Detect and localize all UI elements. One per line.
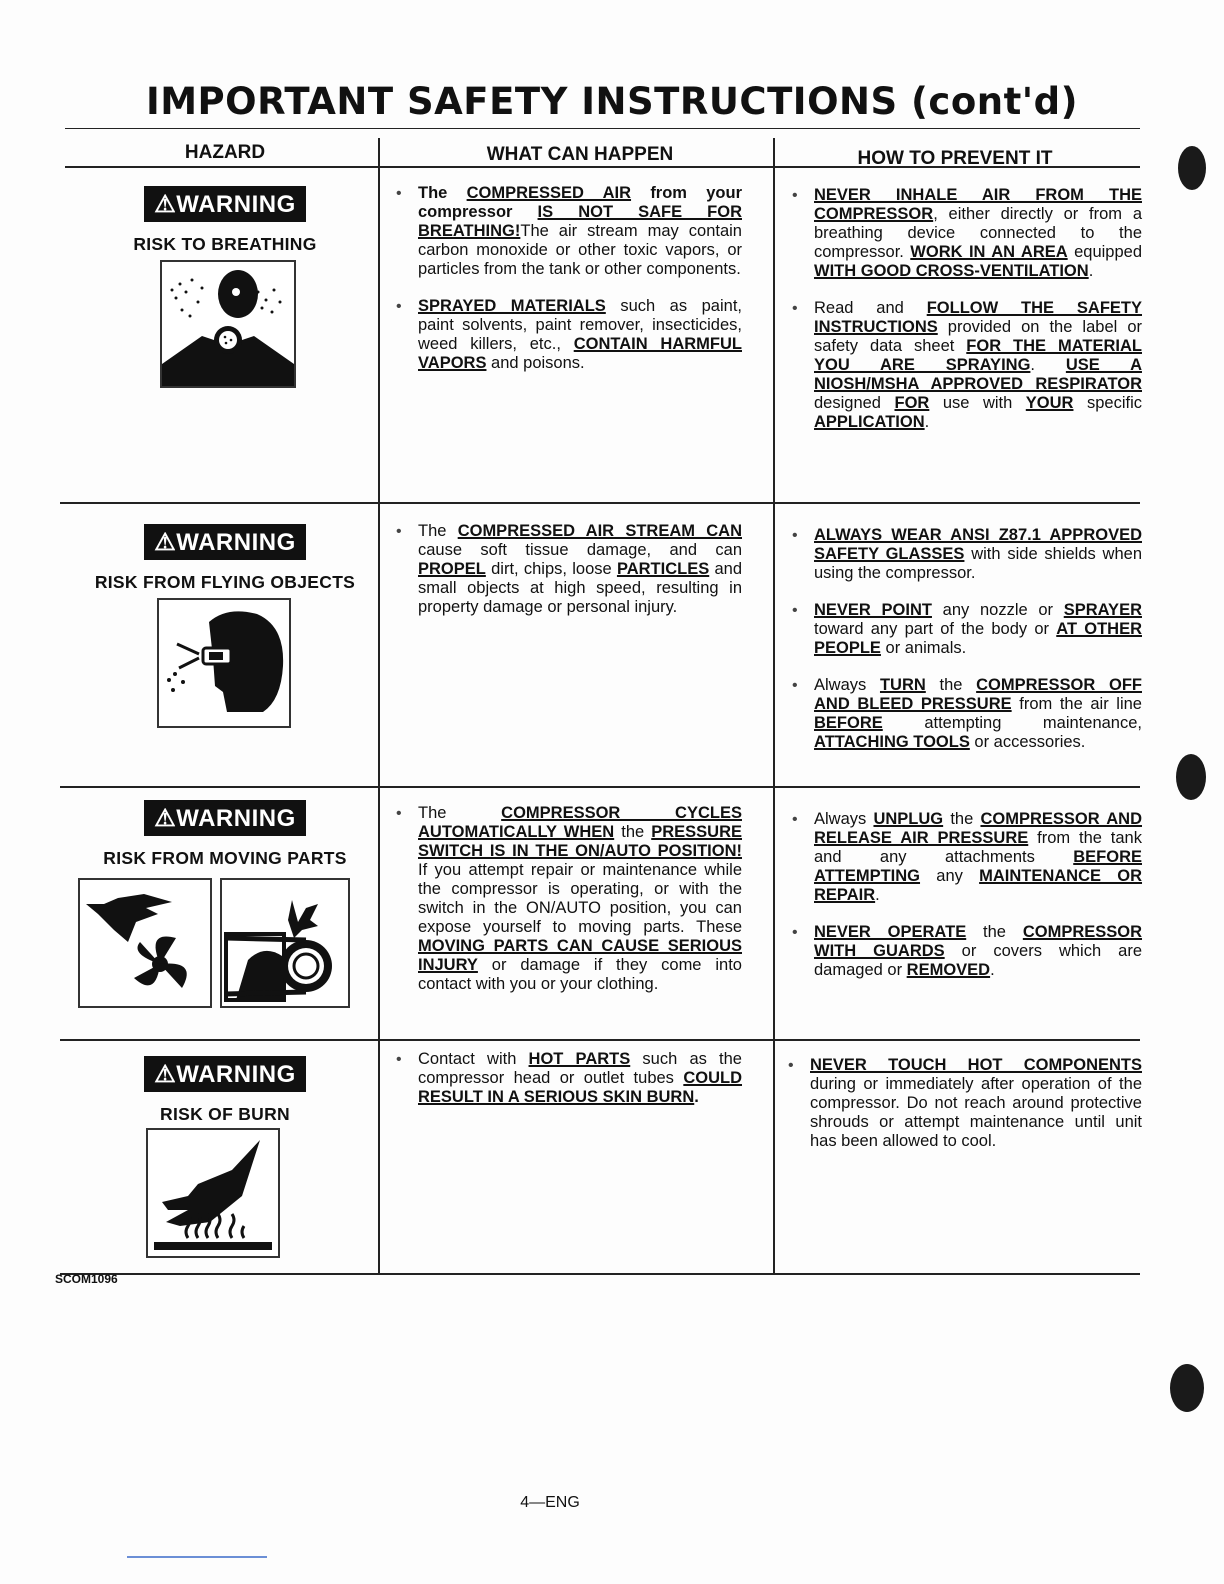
text-run: or damage if they come into contact with you or your clothing. xyxy=(418,956,742,993)
fan-hand-icon xyxy=(78,878,212,1008)
text-run: FOR xyxy=(894,394,930,412)
warning-badge: ⚠WARNING xyxy=(144,524,306,560)
text-run: BEFORE ATTEMPTING xyxy=(814,848,1142,885)
prevention-list xyxy=(786,810,1142,980)
text-run: AT OTHER PEOPLE xyxy=(814,620,1142,657)
text-run: COMPRESSOR OFF AND BLEED PRESSURE xyxy=(814,676,1142,713)
how-to-prevent-breathing xyxy=(786,186,1142,450)
text-run: . xyxy=(875,886,880,904)
text-run: APPLICATION xyxy=(814,413,925,431)
text-run: COMPRESSOR CYCLES AUTOMATICALLY WHEN xyxy=(418,804,742,841)
hot-surface-icon xyxy=(146,1128,280,1258)
text-run: from the tank and any attachments xyxy=(814,829,1142,866)
bullet-item xyxy=(390,184,742,279)
text-run: during or immediately after operation of the compressor. Do not reach around protective shrouds or attempt maintenance until unit has been allowed to cool. xyxy=(810,1075,1142,1150)
text-run: the xyxy=(614,823,652,841)
text-run: equipped xyxy=(1067,243,1142,261)
text-run: NEVER TOUCH HOT COMPONENTS xyxy=(810,1056,1142,1074)
text-run: . xyxy=(990,961,995,979)
text-run: COMPRESSED AIR xyxy=(466,184,632,202)
row-rule-2 xyxy=(60,786,1140,788)
text-run: REMOVED xyxy=(906,961,991,979)
hazard-description-list xyxy=(390,184,742,373)
text-run: from your compressor xyxy=(418,184,743,221)
text-run: Contact with xyxy=(418,1050,529,1068)
column-header-what-can-happen: WHAT CAN HAPPEN xyxy=(486,144,674,165)
text-run: specific xyxy=(1073,394,1142,412)
text-run: with side shields when using the compressor. xyxy=(814,545,1142,582)
prevention-list xyxy=(786,526,1142,752)
hazard-flying-objects xyxy=(90,524,360,593)
text-run: attempting maintenance, xyxy=(882,714,1142,732)
text-run: or covers which are damaged or xyxy=(814,942,1142,979)
text-run: such as paint, paint solvents, paint remover, insecticides, weed killers, etc., xyxy=(418,297,742,353)
what-can-happen-flying-objects xyxy=(390,522,742,635)
text-run: PROPEL xyxy=(418,560,486,578)
safety-glasses-icon xyxy=(157,598,291,728)
text-run: SPRAYER xyxy=(1063,601,1142,619)
text-run: any nozzle or xyxy=(931,601,1064,619)
text-run: YOUR xyxy=(1025,394,1074,412)
warning-badge: ⚠WARNING xyxy=(144,1056,306,1092)
text-run: The xyxy=(418,804,502,822)
column-rule-1 xyxy=(378,138,380,1273)
column-header-hazard: HAZARD xyxy=(184,142,266,163)
text-run: designed xyxy=(814,394,895,412)
hazard-burn xyxy=(90,1056,360,1125)
text-run: BEFORE xyxy=(814,714,883,732)
hazard-moving-parts xyxy=(80,800,370,869)
text-run: or accessories. xyxy=(969,733,1086,751)
text-run: NEVER POINT xyxy=(814,601,932,619)
punch-hole xyxy=(1170,1364,1204,1412)
hazard-description-list xyxy=(390,1050,742,1107)
text-run: MAINTENANCE OR REPAIR xyxy=(814,867,1143,904)
text-run: COMPRESSOR WITH GUARDS xyxy=(814,923,1143,960)
text-run: COULD RESULT IN A SERIOUS SKIN BURN xyxy=(418,1069,742,1106)
document-code: SCOM1096 xyxy=(55,1272,118,1286)
belt-hand-icon xyxy=(220,878,350,1008)
text-run: Always xyxy=(814,676,880,694)
page-title: IMPORTANT SAFETY INSTRUCTIONS (cont'd) xyxy=(145,80,1079,123)
safety-table xyxy=(60,128,1143,1278)
bullet-item xyxy=(390,522,742,617)
text-run: ATTACHING TOOLS xyxy=(814,733,970,751)
column-rule-2 xyxy=(773,138,775,1273)
risk-label: RISK OF BURN xyxy=(160,1104,290,1124)
text-run: PRESSURE SWITCH IS IN THE ON/AUTO POSITION! xyxy=(418,823,742,860)
text-run: WORK IN AN AREA xyxy=(910,243,1068,261)
what-can-happen-moving-parts xyxy=(390,804,742,1012)
hazard-breathing xyxy=(90,186,360,255)
page-number: 4—ENG xyxy=(520,1494,580,1511)
prevention-list xyxy=(786,186,1142,432)
row-rule-4 xyxy=(60,1273,1140,1275)
text-run: PARTICLES xyxy=(616,560,710,578)
what-can-happen-breathing xyxy=(390,184,742,391)
text-run: NEVER INHALE AIR FROM THE COMPRESSOR xyxy=(814,186,1142,223)
text-run: and small objects at high speed, resulting in property damage or personal injury. xyxy=(418,560,743,616)
text-run: Read and xyxy=(814,299,927,317)
text-run: WITH GOOD CROSS-VENTILATION xyxy=(814,262,1089,280)
text-run: FOR THE MATERIAL YOU ARE SPRAYING xyxy=(814,337,1142,374)
text-run: FOLLOW THE SAFETY INSTRUCTIONS xyxy=(814,299,1142,336)
text-run: CONTAIN HARMFUL VAPORS xyxy=(418,335,742,372)
text-run: from the air line xyxy=(1011,695,1142,713)
text-run: SPRAYED MATERIALS xyxy=(418,297,606,315)
bullet-item xyxy=(786,676,1142,752)
warning-badge: ⚠WARNING xyxy=(144,800,306,836)
bullet-item xyxy=(390,1050,742,1107)
punch-hole xyxy=(1178,146,1206,190)
text-run: Always xyxy=(814,810,874,828)
text-run: The xyxy=(418,184,467,202)
respirator-icon xyxy=(160,260,296,388)
text-run: dirt, chips, loose xyxy=(485,560,617,578)
what-can-happen-burn xyxy=(390,1050,742,1125)
bullet-item xyxy=(786,601,1142,658)
text-run: UNPLUG xyxy=(873,810,944,828)
text-run: . xyxy=(1088,262,1094,280)
text-run: IS NOT SAFE FOR BREATHING! xyxy=(418,203,742,240)
bullet-item xyxy=(786,923,1142,980)
text-run: . xyxy=(924,413,930,431)
bullet-item xyxy=(782,1056,1142,1151)
risk-label: RISK FROM MOVING PARTS xyxy=(103,848,347,868)
warning-badge: ⚠WARNING xyxy=(144,186,306,222)
text-run: . xyxy=(694,1088,699,1106)
text-run: The xyxy=(418,522,458,540)
text-run: , either directly or from a breathing device connected to the compressor. xyxy=(814,205,1142,261)
text-run: or animals. xyxy=(880,639,967,657)
text-run: use with xyxy=(929,394,1026,412)
row-rule-1 xyxy=(60,502,1140,504)
risk-label: RISK FROM FLYING OBJECTS xyxy=(94,572,356,592)
bullet-item xyxy=(786,299,1142,432)
risk-label: RISK TO BREATHING xyxy=(133,234,317,254)
text-run: MOVING PARTS CAN CAUSE SERIOUS INJURY xyxy=(418,937,742,974)
text-run: any xyxy=(920,867,980,885)
text-run: USE A NIOSH/MSHA APPROVED RESPIRATOR xyxy=(814,356,1142,393)
text-run: ALWAYS WEAR ANSI Z87.1 APPROVED SAFETY GLASSES xyxy=(814,526,1142,563)
text-run: COMPRESSED AIR STREAM CAN xyxy=(457,522,742,540)
text-run: provided on the label or safety data sheet xyxy=(814,318,1142,355)
bullet-item xyxy=(786,186,1142,281)
text-run: the xyxy=(966,923,1023,941)
hazard-description-list xyxy=(390,804,742,994)
text-run: cause soft tissue damage, and can xyxy=(418,541,742,559)
text-run: If you attempt repair or maintenance while the compressor is operating, or with the switch in the ON/AUTO position, you can expose yourself to moving parts. These xyxy=(418,861,742,936)
hazard-description-list xyxy=(390,522,742,617)
bullet-item xyxy=(390,804,742,994)
text-run: and poisons. xyxy=(486,354,585,372)
text-run: NEVER OPERATE xyxy=(814,923,967,941)
bullet-item xyxy=(786,526,1142,583)
text-run: the xyxy=(925,676,977,694)
how-to-prevent-flying-objects xyxy=(786,526,1142,770)
text-run: COMPRESSOR AND RELEASE AIR PRESSURE xyxy=(814,810,1142,847)
column-header-how-to-prevent: HOW TO PREVENT IT xyxy=(857,148,1053,169)
footer-blue-rule xyxy=(127,1556,267,1558)
table-top-rule xyxy=(65,128,1140,129)
text-run: TURN xyxy=(879,676,926,694)
row-rule-3 xyxy=(60,1039,1140,1041)
prevention-list xyxy=(782,1056,1142,1151)
bullet-item xyxy=(786,810,1142,905)
punch-hole xyxy=(1176,754,1206,800)
how-to-prevent-burn xyxy=(782,1056,1142,1169)
text-run: toward any part of the body or xyxy=(814,620,1057,638)
text-run: HOT PARTS xyxy=(528,1050,631,1068)
text-run: . xyxy=(1030,356,1066,374)
bullet-item xyxy=(390,297,742,373)
text-run: such as the compressor head or outlet tubes xyxy=(418,1050,742,1087)
text-run: the xyxy=(943,810,981,828)
text-run: The air stream may contain carbon monoxide or other toxic vapors, or particles from the tank or other components. xyxy=(418,222,742,278)
how-to-prevent-moving-parts xyxy=(786,810,1142,998)
